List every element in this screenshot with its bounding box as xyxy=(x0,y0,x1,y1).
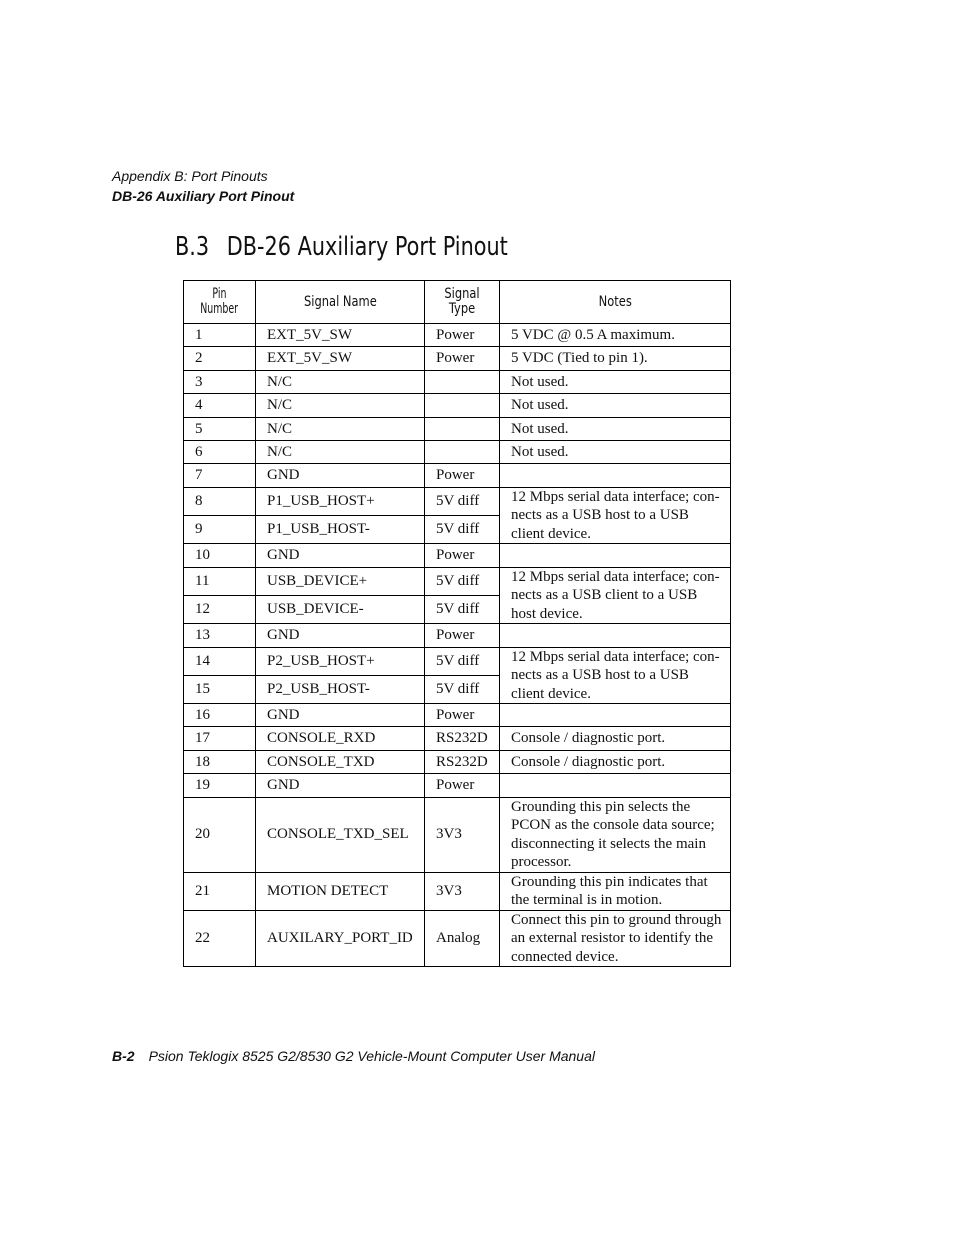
table-row xyxy=(184,567,731,595)
signal-type-cell: 5V diff xyxy=(425,647,500,675)
table-row xyxy=(184,370,731,393)
notes-cell: Not used. xyxy=(500,370,731,393)
signal-name-cell: CONSOLE_RXD xyxy=(256,727,425,750)
table-row xyxy=(184,624,731,647)
signal-type-cell xyxy=(425,394,500,417)
signal-type-cell: 5V diff xyxy=(425,487,500,515)
signal-type-cell xyxy=(425,440,500,463)
signal-name-cell: EXT_5V_SW xyxy=(256,324,425,347)
header-pin-number-line1: Pin xyxy=(212,286,227,302)
pin-number-cell: 2 xyxy=(184,347,256,370)
signal-name-cell: CONSOLE_TXD xyxy=(256,750,425,773)
signal-name-cell: USB_DEVICE+ xyxy=(256,567,425,595)
section-heading xyxy=(175,229,508,265)
notes-cell: 5 VDC (Tied to pin 1). xyxy=(500,347,731,370)
signal-name-cell: GND xyxy=(256,704,425,727)
signal-name-cell: GND xyxy=(256,774,425,797)
notes-cell: Console / diagnostic port. xyxy=(500,727,731,750)
notes-cell: 5 VDC @ 0.5 A maximum. xyxy=(500,324,731,347)
pin-number-cell: 9 xyxy=(184,515,256,543)
signal-name-cell: N/C xyxy=(256,417,425,440)
pin-number-cell: 6 xyxy=(184,440,256,463)
signal-name-cell: N/C xyxy=(256,440,425,463)
pin-number-cell: 3 xyxy=(184,370,256,393)
pin-number-cell: 8 xyxy=(184,487,256,515)
section-title: DB-26 Auxiliary Port Pinout xyxy=(226,232,508,262)
table-row xyxy=(184,774,731,797)
signal-type-cell: 3V3 xyxy=(425,797,500,872)
manual-title: Psion Teklogix 8525 G2/8530 G2 Vehicle-Mount Computer User Manual xyxy=(148,1048,595,1064)
table-row xyxy=(184,394,731,417)
pin-number-cell: 11 xyxy=(184,567,256,595)
signal-name-cell: N/C xyxy=(256,394,425,417)
signal-type-cell: Power xyxy=(425,704,500,727)
signal-name-cell: P1_USB_HOST+ xyxy=(256,487,425,515)
notes-cell xyxy=(500,774,731,797)
table-row xyxy=(184,910,731,967)
signal-type-cell: Power xyxy=(425,347,500,370)
section-number: B.3 xyxy=(175,232,210,262)
pinout-table-body xyxy=(184,324,731,967)
notes-cell: Connect this pin to ground through an external resistor to identify the connected device. xyxy=(500,910,731,967)
signal-name-cell: GND xyxy=(256,544,425,567)
notes-cell: Not used. xyxy=(500,417,731,440)
table-row xyxy=(184,487,731,515)
notes-cell xyxy=(500,624,731,647)
pin-number-cell: 22 xyxy=(184,910,256,967)
signal-name-cell: MOTION DETECT xyxy=(256,872,425,910)
signal-type-cell: Power xyxy=(425,774,500,797)
pinout-table xyxy=(183,280,731,967)
signal-name-cell: AUXILARY_PORT_ID xyxy=(256,910,425,967)
signal-type-cell: Power xyxy=(425,324,500,347)
running-header-chapter: Appendix B: Port Pinouts xyxy=(112,168,268,184)
table-row xyxy=(184,417,731,440)
notes-cell: 12 Mbps serial data interface; con-nects as a USB client to a USB host device. xyxy=(500,567,731,624)
pin-number-cell: 20 xyxy=(184,797,256,872)
table-row xyxy=(184,440,731,463)
table-row xyxy=(184,324,731,347)
signal-type-cell: 5V diff xyxy=(425,675,500,703)
notes-cell: Grounding this pin indicates that the terminal is in motion. xyxy=(500,872,731,910)
table-row xyxy=(184,872,731,910)
signal-name-cell: CONSOLE_TXD_SEL xyxy=(256,797,425,872)
signal-name-cell: USB_DEVICE- xyxy=(256,595,425,623)
signal-type-cell: Power xyxy=(425,544,500,567)
notes-cell: Not used. xyxy=(500,440,731,463)
table-row xyxy=(184,727,731,750)
pin-number-cell: 19 xyxy=(184,774,256,797)
pin-number-cell: 13 xyxy=(184,624,256,647)
signal-type-cell xyxy=(425,417,500,440)
signal-type-cell: 5V diff xyxy=(425,567,500,595)
signal-name-cell: P1_USB_HOST- xyxy=(256,515,425,543)
notes-cell xyxy=(500,464,731,487)
signal-type-cell: Power xyxy=(425,624,500,647)
page-number: B-2 xyxy=(112,1048,135,1064)
header-signal-type: Signal Type xyxy=(425,281,500,324)
signal-name-cell: GND xyxy=(256,624,425,647)
page-footer xyxy=(112,1047,595,1065)
notes-cell: 12 Mbps serial data interface; con-nects as a USB host to a USB client device. xyxy=(500,647,731,704)
pin-number-cell: 16 xyxy=(184,704,256,727)
signal-type-cell xyxy=(425,370,500,393)
header-pin-number-line2: Number xyxy=(200,301,239,317)
running-header-section: DB-26 Auxiliary Port Pinout xyxy=(112,188,295,204)
pin-number-cell: 21 xyxy=(184,872,256,910)
pin-number-cell: 15 xyxy=(184,675,256,703)
signal-type-cell: 5V diff xyxy=(425,595,500,623)
table-row xyxy=(184,347,731,370)
table-row xyxy=(184,797,731,872)
signal-type-cell: 5V diff xyxy=(425,515,500,543)
notes-cell: 12 Mbps serial data interface; con-nects as a USB host to a USB client device. xyxy=(500,487,731,544)
signal-name-cell: EXT_5V_SW xyxy=(256,347,425,370)
notes-cell: Grounding this pin selects the PCON as the console data source; disconnecting it selects the main processor. xyxy=(500,797,731,872)
table-row xyxy=(184,647,731,675)
pin-number-cell: 10 xyxy=(184,544,256,567)
signal-type-cell: Analog xyxy=(425,910,500,967)
table-row xyxy=(184,704,731,727)
pin-number-cell: 12 xyxy=(184,595,256,623)
pin-number-cell: 14 xyxy=(184,647,256,675)
header-signal-name: Signal Name xyxy=(256,281,425,324)
pin-number-cell: 5 xyxy=(184,417,256,440)
table-row xyxy=(184,544,731,567)
notes-cell xyxy=(500,544,731,567)
notes-cell xyxy=(500,704,731,727)
signal-name-cell: P2_USB_HOST- xyxy=(256,675,425,703)
header-pin-number xyxy=(184,281,256,324)
header-notes: Notes xyxy=(500,281,731,324)
signal-name-cell: N/C xyxy=(256,370,425,393)
signal-name-cell: GND xyxy=(256,464,425,487)
signal-type-cell: RS232D xyxy=(425,750,500,773)
signal-type-cell: RS232D xyxy=(425,727,500,750)
table-row xyxy=(184,750,731,773)
pin-number-cell: 1 xyxy=(184,324,256,347)
table-header-row xyxy=(184,281,731,324)
table-row xyxy=(184,464,731,487)
pin-number-cell: 7 xyxy=(184,464,256,487)
signal-type-cell: Power xyxy=(425,464,500,487)
signal-type-cell: 3V3 xyxy=(425,872,500,910)
pin-number-cell: 4 xyxy=(184,394,256,417)
notes-cell: Not used. xyxy=(500,394,731,417)
pin-number-cell: 17 xyxy=(184,727,256,750)
notes-cell: Console / diagnostic port. xyxy=(500,750,731,773)
pin-number-cell: 18 xyxy=(184,750,256,773)
signal-name-cell: P2_USB_HOST+ xyxy=(256,647,425,675)
